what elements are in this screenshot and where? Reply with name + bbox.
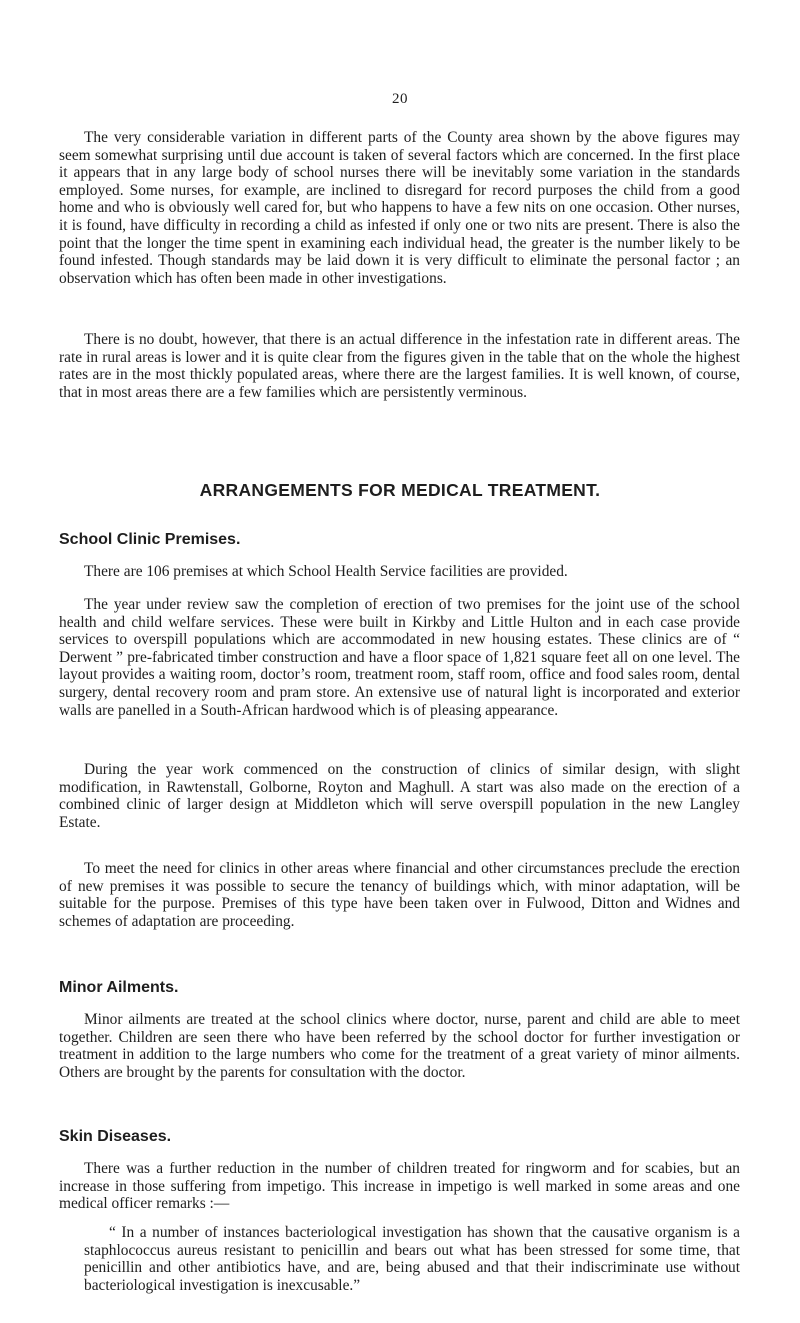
school-clinic-paragraph-1: There are 106 premises at which School Health Service facilities are provided.: [84, 563, 568, 580]
minor-ailments-paragraph-1: Minor ailments are treated at the school clinics where doctor, nurse, parent and child are able to meet together. Children are seen there who have been referred by the school doctor for further investigation or treatment in addition to the large numbers who come for the treatment of a great variety of minor ailments. Others are brought by the parents for consultation with the doctor.: [59, 1011, 740, 1081]
school-clinic-paragraph-2: The year under review saw the completion of erection of two premises for the joint use of the school health and child welfare services. These were built in Kirkby and Little Hulton and in each case provide services to overspill populations which are accommodated in new housing estates. These clinics are of “ Derwent ” pre-fabricated timber construction and have a floor space of 1,821 square feet all on one level. The layout provides a waiting room, doctor’s room, treatment room, staff room, office and food sales room, dental surgery, dental recovery room and pram store. An extensive use of natural light is incorporated and exterior walls are panelled in a South-African hardwood which is of pleasing appearance.: [59, 596, 740, 719]
subheading-school-clinic-premises: School Clinic Premises.: [59, 531, 241, 548]
school-clinic-paragraph-3: During the year work commenced on the construction of clinics of similar design, with slight modification, in Rawtenstall, Golborne, Royton and Maghull. A start was also made on the erection of a combined clinic of larger design at Middleton which will serve overspill population in the new Langley Estate.: [59, 761, 740, 831]
medical-officer-quote: “ In a number of instances bacteriological investigation has shown that the causative organism is a staphlococcus aureus resistant to penicillin and bears out what has been stressed for some time, that penicillin and other antibiotics have, and are, being abused and that their indiscriminate use without bacteriological investigation is inexcusable.”: [84, 1224, 740, 1294]
section-heading-medical-treatment: ARRANGEMENTS FOR MEDICAL TREATMENT.: [199, 480, 601, 500]
school-clinic-paragraph-4: To meet the need for clinics in other areas where financial and other circumstances preclude the erection of new premises it was possible to secure the tenancy of buildings which, with minor adaptation, will be suitable for the purpose. Premises of this type have been taken over in Fulwood, Ditton and Widnes and schemes of adaptation are proceeding.: [59, 860, 740, 930]
subheading-minor-ailments: Minor Ailments.: [59, 979, 179, 996]
intro-paragraph-2: There is no doubt, however, that there is an actual difference in the infestation rate in different areas. The rate in rural areas is lower and it is quite clear from the figures given in the table that on the whole the highest rates are in the most thickly populated areas, where there are the largest families. It is well known, of course, that in most areas there are a few families which are persistently verminous.: [59, 331, 740, 401]
intro-paragraph-1: The very considerable variation in different parts of the County area shown by the above figures may seem somewhat surprising until due account is taken of several factors which are concerned. In the first place it appears that in any large body of school nurses there will be inevitably some variation in the standards employed. Some nurses, for example, are inclined to disregard for record purposes the child from a good home and who is obviously well cared for, but who happens to have a few nits on one occasion. Other nurses, it is found, have difficulty in recording a child as infested if only one or two nits are present. There is also the point that the longer the time spent in examining each individual head, the greater is the number likely to be found infested. Though standards may be laid down it is very difficult to eliminate the personal factor ; an observation which has often been made in other investigations.: [59, 129, 740, 287]
page-number: 20: [392, 91, 408, 107]
skin-diseases-paragraph-1: There was a further reduction in the number of children treated for ringworm and for scabies, but an increase in those suffering from impetigo. This increase in impetigo is well marked in some areas and one medical officer remarks :—: [59, 1160, 740, 1213]
subheading-skin-diseases: Skin Diseases.: [59, 1128, 172, 1145]
